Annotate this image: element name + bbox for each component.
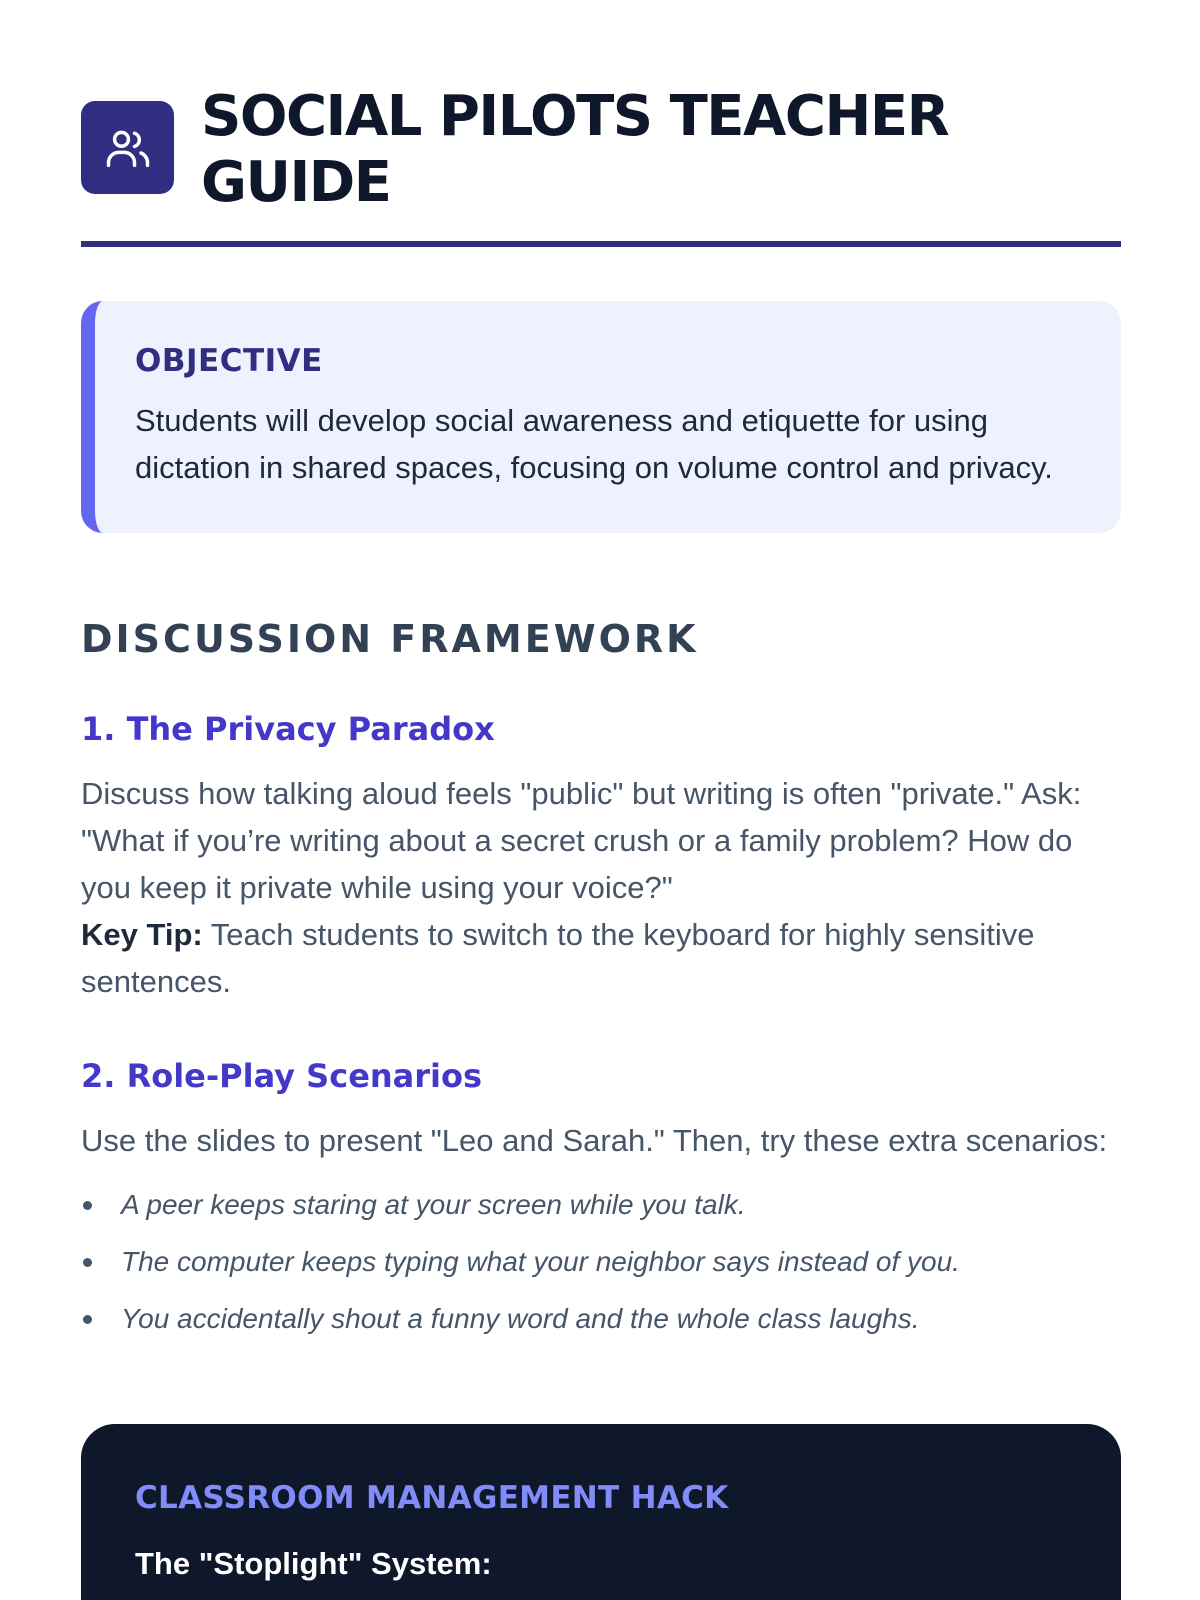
privacy-paradox-text: Discuss how talking aloud feels "public" but writing is often "private." Ask: "What if you’re writing about a secret crush or a family problem? How do you keep it private while using your voice?" — [81, 776, 1082, 905]
scenario-text: The computer keeps typing what your neighbor says instead of you. — [121, 1246, 960, 1277]
list-item — [81, 1188, 1121, 1222]
key-tip-text: Teach students to switch to the keyboard for highly sensitive sentences. — [81, 917, 1035, 999]
objective-callout — [81, 301, 1121, 533]
header — [81, 84, 1121, 244]
discussion-heading: DISCUSSION FRAMEWORK — [81, 617, 699, 661]
stoplight-subtitle: The "Stoplight" System: — [135, 1546, 492, 1581]
role-play-body: Use the slides to present "Leo and Sarah." Then, try these extra scenarios: — [81, 1123, 1108, 1158]
logo-badge — [81, 101, 174, 194]
bullet-icon — [83, 1315, 92, 1324]
users-icon — [102, 122, 154, 174]
bullet-icon — [83, 1201, 92, 1210]
page-title: SOCIAL PILOTS TEACHER GUIDE — [201, 84, 949, 215]
key-tip-label: Key Tip: — [81, 917, 203, 952]
scenario-text: You accidentally shout a funny word and the whole class laughs. — [121, 1303, 920, 1334]
privacy-paradox-body — [81, 770, 1121, 1005]
scenario-text: A peer keeps staring at your screen while you talk. — [121, 1189, 746, 1220]
classroom-hack-callout — [81, 1424, 1121, 1600]
bullet-icon — [83, 1258, 92, 1267]
list-item — [81, 1302, 1121, 1336]
scenario-list — [81, 1188, 1121, 1359]
role-play-heading: 2. Role-Play Scenarios — [81, 1057, 483, 1095]
list-item — [81, 1245, 1121, 1279]
hack-label: CLASSROOM MANAGEMENT HACK — [135, 1480, 729, 1516]
header-divider — [81, 241, 1121, 247]
objective-text: Students will develop social awareness and etiquette for using dictation in shared spaces, focusing on volume control and privacy. — [135, 403, 1053, 485]
privacy-paradox-heading: 1. The Privacy Paradox — [81, 710, 495, 748]
objective-label: OBJECTIVE — [135, 343, 323, 379]
